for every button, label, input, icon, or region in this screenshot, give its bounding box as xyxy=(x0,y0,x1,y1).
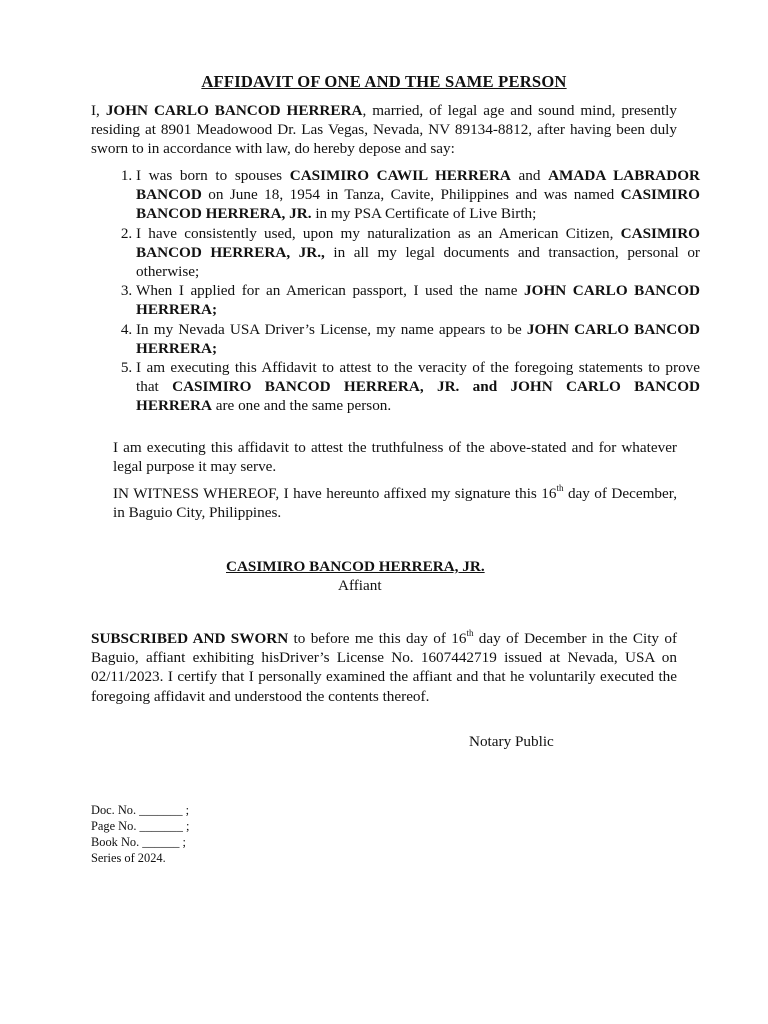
item-4-text-a: In my Nevada USA Driver’s License, my name appears to be xyxy=(136,320,527,338)
affiant-current-name: JOHN CARLO BANCOD HERRERA xyxy=(105,102,363,119)
jurat-heading: SUBSCRIBED AND SWORN xyxy=(91,630,289,647)
statement-item-3 xyxy=(136,281,700,319)
father-name: CASIMIRO CAWIL HERRERA xyxy=(289,167,511,184)
birth-name: CASIMIRO BANCOD HERRERA, JR. xyxy=(136,186,700,223)
item-5-text-a: I am executing this Affidavit to attest to the veracity of the foregoing statements to prove that xyxy=(136,359,700,396)
item-1-text-c: on June 18, 1954 in Tanza, Cavite, Philippines and was named xyxy=(201,186,621,204)
doc-number-line: Doc. No. _______ ; xyxy=(91,803,190,817)
document-title: AFFIDAVIT OF ONE AND THE SAME PERSON xyxy=(201,72,567,91)
mother-name: AMADA LABRADOR BANCOD xyxy=(136,167,701,204)
item-5-names: CASIMIRO BANCOD HERRERA, JR. and JOHN CARLO BANCOD HERRERA xyxy=(136,378,700,415)
affiant-label: Affiant xyxy=(338,577,382,594)
jurat-text-b: day of December in the City of Baguio, affiant exhibiting hisDriver’s License No. 1607442719 issued at Nevada, USA on 02/11/2023. I certify that I personally examined the affiant and that he voluntarily executed the foregoing affidavit and understood the contents thereof. xyxy=(91,630,677,705)
intro-prefix: I, xyxy=(91,102,106,119)
statement-item-1 xyxy=(136,166,700,224)
purpose-paragraph: I am executing this affidavit to attest the truthfulness of the above-stated and for whatever legal purpose it may serve. xyxy=(113,439,677,476)
witness-text-a: IN WITNESS WHEREOF, I have hereunto affixed my signature this 16 xyxy=(113,485,557,502)
item-1-text-b: and xyxy=(510,167,549,184)
item-2-text-a: I have consistently used, upon my naturalization as an American Citizen, xyxy=(136,224,621,242)
jurat-ordinal: th xyxy=(466,627,474,638)
witness-text-b: day of December, in Baguio City, Philippines. xyxy=(113,485,677,522)
item-2-name: CASIMIRO BANCOD HERRERA, JR., xyxy=(136,224,700,261)
item-1-text-d: in my PSA Certificate of Live Birth; xyxy=(311,205,537,223)
notarial-registry xyxy=(91,802,189,866)
affiant-signature-name: CASIMIRO BANCOD HERRERA, JR. xyxy=(226,558,485,575)
statement-item-4 xyxy=(136,320,700,358)
item-3-name: JOHN CARLO BANCOD HERRERA; xyxy=(136,282,701,319)
intro-rest: , married, of legal age and sound mind, presently residing at 8901 Meadowood Dr. Las Vegas, Nevada, NV 89134-8812, after having been duly sworn to in accordance with law, do hereby depose and say: xyxy=(91,102,677,158)
item-1-text-a: I was born to spouses xyxy=(136,167,290,184)
jurat-text-a: to before me this day of 16 xyxy=(288,630,467,647)
witness-paragraph xyxy=(113,484,677,522)
statement-list xyxy=(113,166,700,416)
item-2-text-b: in all my legal documents and transaction, personal or otherwise; xyxy=(136,243,700,281)
intro-paragraph xyxy=(91,101,677,159)
book-number-line: Book No. ______ ; xyxy=(91,835,186,849)
item-3-text-a: When I applied for an American passport, I used the name xyxy=(136,282,525,300)
notary-public-label: Notary Public xyxy=(469,733,554,750)
item-5-text-b: are one and the same person. xyxy=(211,397,392,415)
statement-item-5 xyxy=(136,358,700,416)
jurat-paragraph xyxy=(91,629,677,706)
witness-ordinal: th xyxy=(556,482,564,493)
page-number-line: Page No. _______ ; xyxy=(91,819,190,833)
statement-item-2 xyxy=(136,224,700,282)
series-line: Series of 2024. xyxy=(91,851,166,865)
item-4-name: JOHN CARLO BANCOD HERRERA; xyxy=(136,320,700,357)
